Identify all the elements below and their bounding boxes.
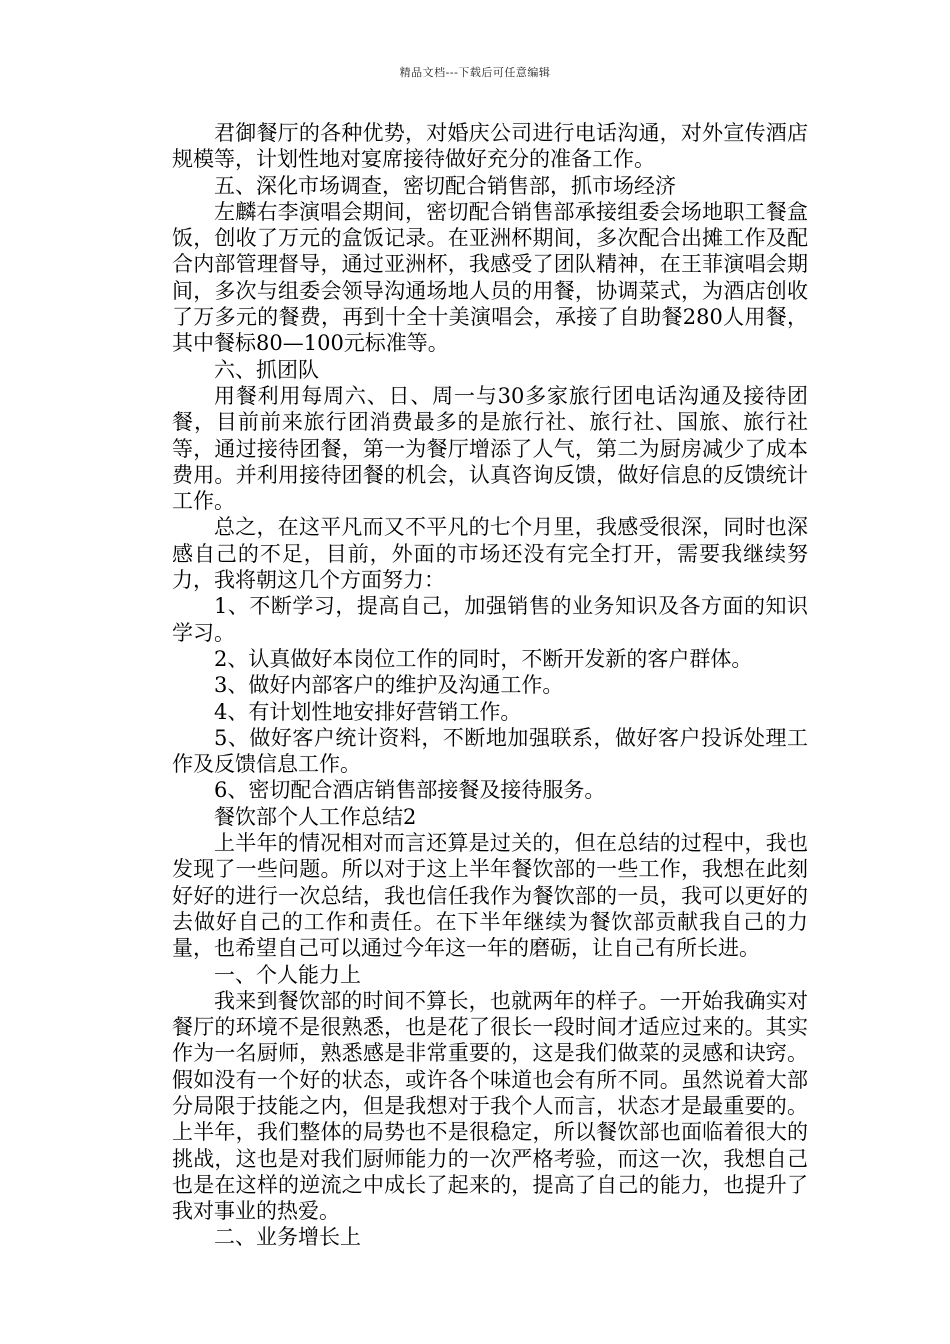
- list-item: 6、密切配合酒店销售部接餐及接待服务。: [214, 778, 606, 803]
- section-heading: 六、抓团队: [214, 357, 319, 382]
- paragraph: 君御餐厅的各种优势，对婚庆公司进行电话沟通，对外宣传酒店规模等，计划性地对宴席接待做好充分的准备工作。: [172, 121, 808, 172]
- list-item: 1、不断学习，提高自己，加强销售的业务知识及各方面的知识学习。: [172, 594, 808, 645]
- page-header: 精品文档---下载后可任意编辑: [399, 66, 551, 79]
- paragraph: 左麟右李演唱会期间，密切配合销售部承接组委会场地职工餐盒饭，创收了万元的盒饭记录。在亚洲杯期间，多次配合出摊工作及配合内部管理督导，通过亚洲杯，我感受了团队精神，在王菲演唱会期间，多次与组委会领导沟通场地人员的用餐，协调菜式，为酒店创收了万多元的餐费，再到十全十美演唱会，承接了自助餐280人用餐，其中餐标80—100元标准等。: [172, 199, 808, 356]
- section-heading: 五、深化市场调查，密切配合销售部，抓市场经济: [214, 173, 676, 198]
- paragraph: 总之，在这平凡而又不平凡的七个月里，我感受很深，同时也深感自己的不足，目前，外面的市场还没有完全打开，需要我继续努力，我将朝这几个方面努力：: [172, 515, 808, 593]
- list-item: 3、做好内部客户的维护及沟通工作。: [214, 673, 564, 698]
- list-item: 4、有计划性地安排好营销工作。: [214, 699, 522, 724]
- paragraph: 上半年的情况相对而言还算是过关的，但在总结的过程中，我也发现了一些问题。所以对于这上半年餐饮部的一些工作，我想在此刻好好的进行一次总结，我也信任我作为餐饮部的一员，我可以更好的去做好自己的工作和责任。在下半年继续为餐饮部贡献我自己的力量，也希望自己可以通过今年这一年的磨砺，让自己有所长进。: [172, 831, 808, 961]
- document-title: 餐饮部个人工作总结2: [214, 804, 417, 829]
- paragraph: 用餐利用每周六、日、周一与30多家旅行团电话沟通及接待团餐，目前前来旅行团消费最多的是旅行社、旅行社、国旅、旅行社等，通过接待团餐，第一为餐厅增添了人气，第二为厨房减少了成本费用。并利用接待团餐的机会，认真咨询反馈，做好信息的反馈统计工作。: [172, 383, 808, 514]
- section-heading: 一、个人能力上: [214, 962, 361, 987]
- list-item: 5、做好客户统计资料，不断地加强联系，做好客户投诉处理工作及反馈信息工作。: [172, 725, 808, 777]
- list-item: 2、认真做好本岗位工作的同时，不断开发新的客户群体。: [214, 646, 753, 671]
- paragraph: 我来到餐饮部的时间不算长，也就两年的样子。一开始我确实对餐厅的环境不是很熟悉，也是花了很长一段时间才适应过来的。其实作为一名厨师，熟悉感是非常重要的，这是我们做菜的灵感和诀窍。假如没有一个好的状态，或许各个味道也会有所不同。虽然说着大部分局限于技能之内，但是我想对于我个人而言，状态才是最重要的。上半年，我们整体的局势也不是很稳定，所以餐饮部也面临着很大的挑战，这也是对我们厨师能力的一次严格考验，而这一次，我想自己也是在这样的逆流之中成长了起来的，提高了自己的能力，也提升了我对事业的热爱。: [172, 988, 808, 1224]
- document-body: [172, 120, 808, 1251]
- section-heading: 二、业务增长上: [214, 1225, 361, 1250]
